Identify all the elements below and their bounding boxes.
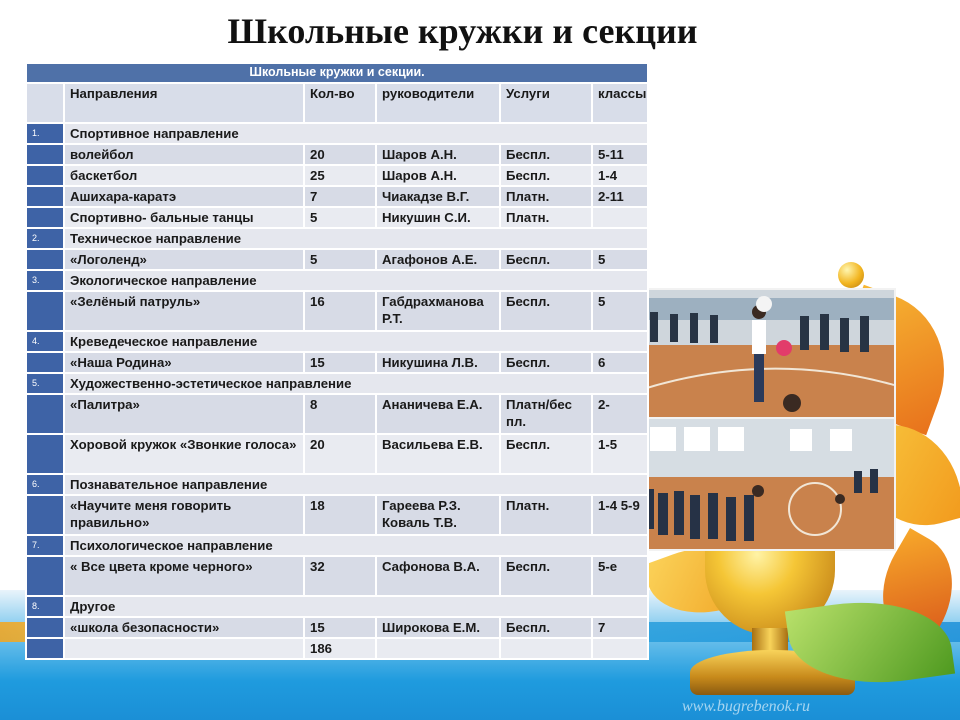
clubs-table [25, 62, 649, 660]
club-classes: 1-4 5-9 [592, 495, 648, 535]
row-number-cell [26, 617, 64, 638]
club-name: Спортивно- бальные танцы [64, 207, 304, 228]
section-number: 8. [26, 596, 64, 617]
table-row [26, 186, 648, 207]
club-service: Платн. [500, 495, 592, 535]
club-classes [592, 638, 648, 659]
section-label: Художественно-эстетическое направление [64, 373, 648, 394]
section-label: Познавательное направление [64, 474, 648, 495]
section-label: Техническое направление [64, 228, 648, 249]
club-count: 5 [304, 249, 376, 270]
table-row [26, 291, 648, 331]
section-number: 4. [26, 331, 64, 352]
club-service: Беспл. [500, 165, 592, 186]
club-service: Беспл. [500, 556, 592, 596]
club-leader: Шаров А.Н. [376, 144, 500, 165]
club-classes: 2-11 [592, 186, 648, 207]
table-row [26, 352, 648, 373]
club-count: 15 [304, 617, 376, 638]
club-leader [376, 638, 500, 659]
section-row [26, 270, 648, 291]
club-service: Платн. [500, 207, 592, 228]
club-count: 20 [304, 434, 376, 474]
club-service: Беспл. [500, 249, 592, 270]
row-number-cell [26, 186, 64, 207]
gold-ball-icon [838, 262, 864, 288]
club-name: «Зелёный патруль» [64, 291, 304, 331]
table-row [26, 249, 648, 270]
club-service: Платн. [500, 186, 592, 207]
club-classes [592, 207, 648, 228]
gym-group-illustration [640, 419, 894, 549]
club-name: «Палитра» [64, 394, 304, 434]
row-number-cell [26, 434, 64, 474]
table-body [26, 83, 648, 659]
table-row [26, 638, 648, 659]
table-row [26, 495, 648, 535]
club-leader: Гареева Р.З. Коваль Т.В. [376, 495, 500, 535]
header-cell-empty [26, 83, 64, 123]
row-number-cell [26, 495, 64, 535]
section-row [26, 474, 648, 495]
row-number-cell [26, 291, 64, 331]
club-leader: Агафонов А.Е. [376, 249, 500, 270]
row-number-cell [26, 394, 64, 434]
club-classes: 5 [592, 291, 648, 331]
club-name: « Все цвета кроме черного» [64, 556, 304, 596]
club-count: 16 [304, 291, 376, 331]
club-name [64, 638, 304, 659]
header-directions: Направления [64, 83, 304, 123]
club-service: Беспл. [500, 617, 592, 638]
club-name: «Научите меня говорить правильно» [64, 495, 304, 535]
club-service: Беспл. [500, 434, 592, 474]
section-label: Психологическое направление [64, 535, 648, 556]
table-row [26, 144, 648, 165]
club-name: Хоровой кружок «Звонкие голоса» [64, 434, 304, 474]
club-classes: 5 [592, 249, 648, 270]
club-leader: Васильева Е.В. [376, 434, 500, 474]
club-classes: 1-5 [592, 434, 648, 474]
table-row [26, 556, 648, 596]
gym-volleyball-illustration [640, 290, 894, 418]
club-leader: Шаров А.Н. [376, 165, 500, 186]
watermark: www.bugrebenok.ru [682, 698, 810, 715]
club-leader: Ананичева Е.А. [376, 394, 500, 434]
section-number: 7. [26, 535, 64, 556]
club-count: 186 [304, 638, 376, 659]
club-service: Платн/бес пл. [500, 394, 592, 434]
section-row [26, 228, 648, 249]
row-number-cell [26, 165, 64, 186]
club-leader: Никушин С.И. [376, 207, 500, 228]
club-count: 20 [304, 144, 376, 165]
section-number: 5. [26, 373, 64, 394]
club-count: 8 [304, 394, 376, 434]
club-name: «Логоленд» [64, 249, 304, 270]
club-leader: Никушина Л.В. [376, 352, 500, 373]
club-name: Ашихара-каратэ [64, 186, 304, 207]
club-classes: 7 [592, 617, 648, 638]
club-leader: Чиакадзе В.Г. [376, 186, 500, 207]
row-number-cell [26, 638, 64, 659]
club-name: волейбол [64, 144, 304, 165]
club-count: 7 [304, 186, 376, 207]
club-service: Беспл. [500, 352, 592, 373]
table-row [26, 165, 648, 186]
club-leader: Сафонова В.А. [376, 556, 500, 596]
section-label: Спортивное направление [64, 123, 648, 144]
club-service: Беспл. [500, 291, 592, 331]
section-row [26, 596, 648, 617]
club-count: 5 [304, 207, 376, 228]
header-row [26, 83, 648, 123]
club-leader: Габдрахманова Р.Т. [376, 291, 500, 331]
section-row [26, 535, 648, 556]
section-number: 3. [26, 270, 64, 291]
section-number: 2. [26, 228, 64, 249]
header-leaders: руководители [376, 83, 500, 123]
table-caption: Школьные кружки и секции. [26, 63, 648, 83]
table-row [26, 394, 648, 434]
section-row [26, 373, 648, 394]
section-row [26, 331, 648, 352]
photo-gym-volleyball [638, 288, 896, 420]
club-count: 25 [304, 165, 376, 186]
section-label: Креведеческое направление [64, 331, 648, 352]
section-number: 1. [26, 123, 64, 144]
section-label: Другое [64, 596, 648, 617]
page-title: Школьные кружки и секции [227, 11, 698, 51]
row-number-cell [26, 144, 64, 165]
club-service [500, 638, 592, 659]
club-classes: 6 [592, 352, 648, 373]
table-row [26, 207, 648, 228]
club-service: Беспл. [500, 144, 592, 165]
club-name: баскетбол [64, 165, 304, 186]
club-classes: 2- [592, 394, 648, 434]
section-label: Экологическое направление [64, 270, 648, 291]
club-count: 32 [304, 556, 376, 596]
row-number-cell [26, 352, 64, 373]
photo-gym-group [638, 417, 896, 551]
section-row [26, 123, 648, 144]
table-row [26, 434, 648, 474]
section-number: 6. [26, 474, 64, 495]
row-number-cell [26, 556, 64, 596]
club-name: «школа безопасности» [64, 617, 304, 638]
row-number-cell [26, 207, 64, 228]
table-row [26, 617, 648, 638]
club-classes: 5-11 [592, 144, 648, 165]
club-name: «Наша Родина» [64, 352, 304, 373]
header-count: Кол-во [304, 83, 376, 123]
header-classes: классы [592, 83, 648, 123]
club-count: 15 [304, 352, 376, 373]
header-services: Услуги [500, 83, 592, 123]
row-number-cell [26, 249, 64, 270]
club-classes: 5-е [592, 556, 648, 596]
club-count: 18 [304, 495, 376, 535]
club-classes: 1-4 [592, 165, 648, 186]
club-leader: Широкова Е.М. [376, 617, 500, 638]
